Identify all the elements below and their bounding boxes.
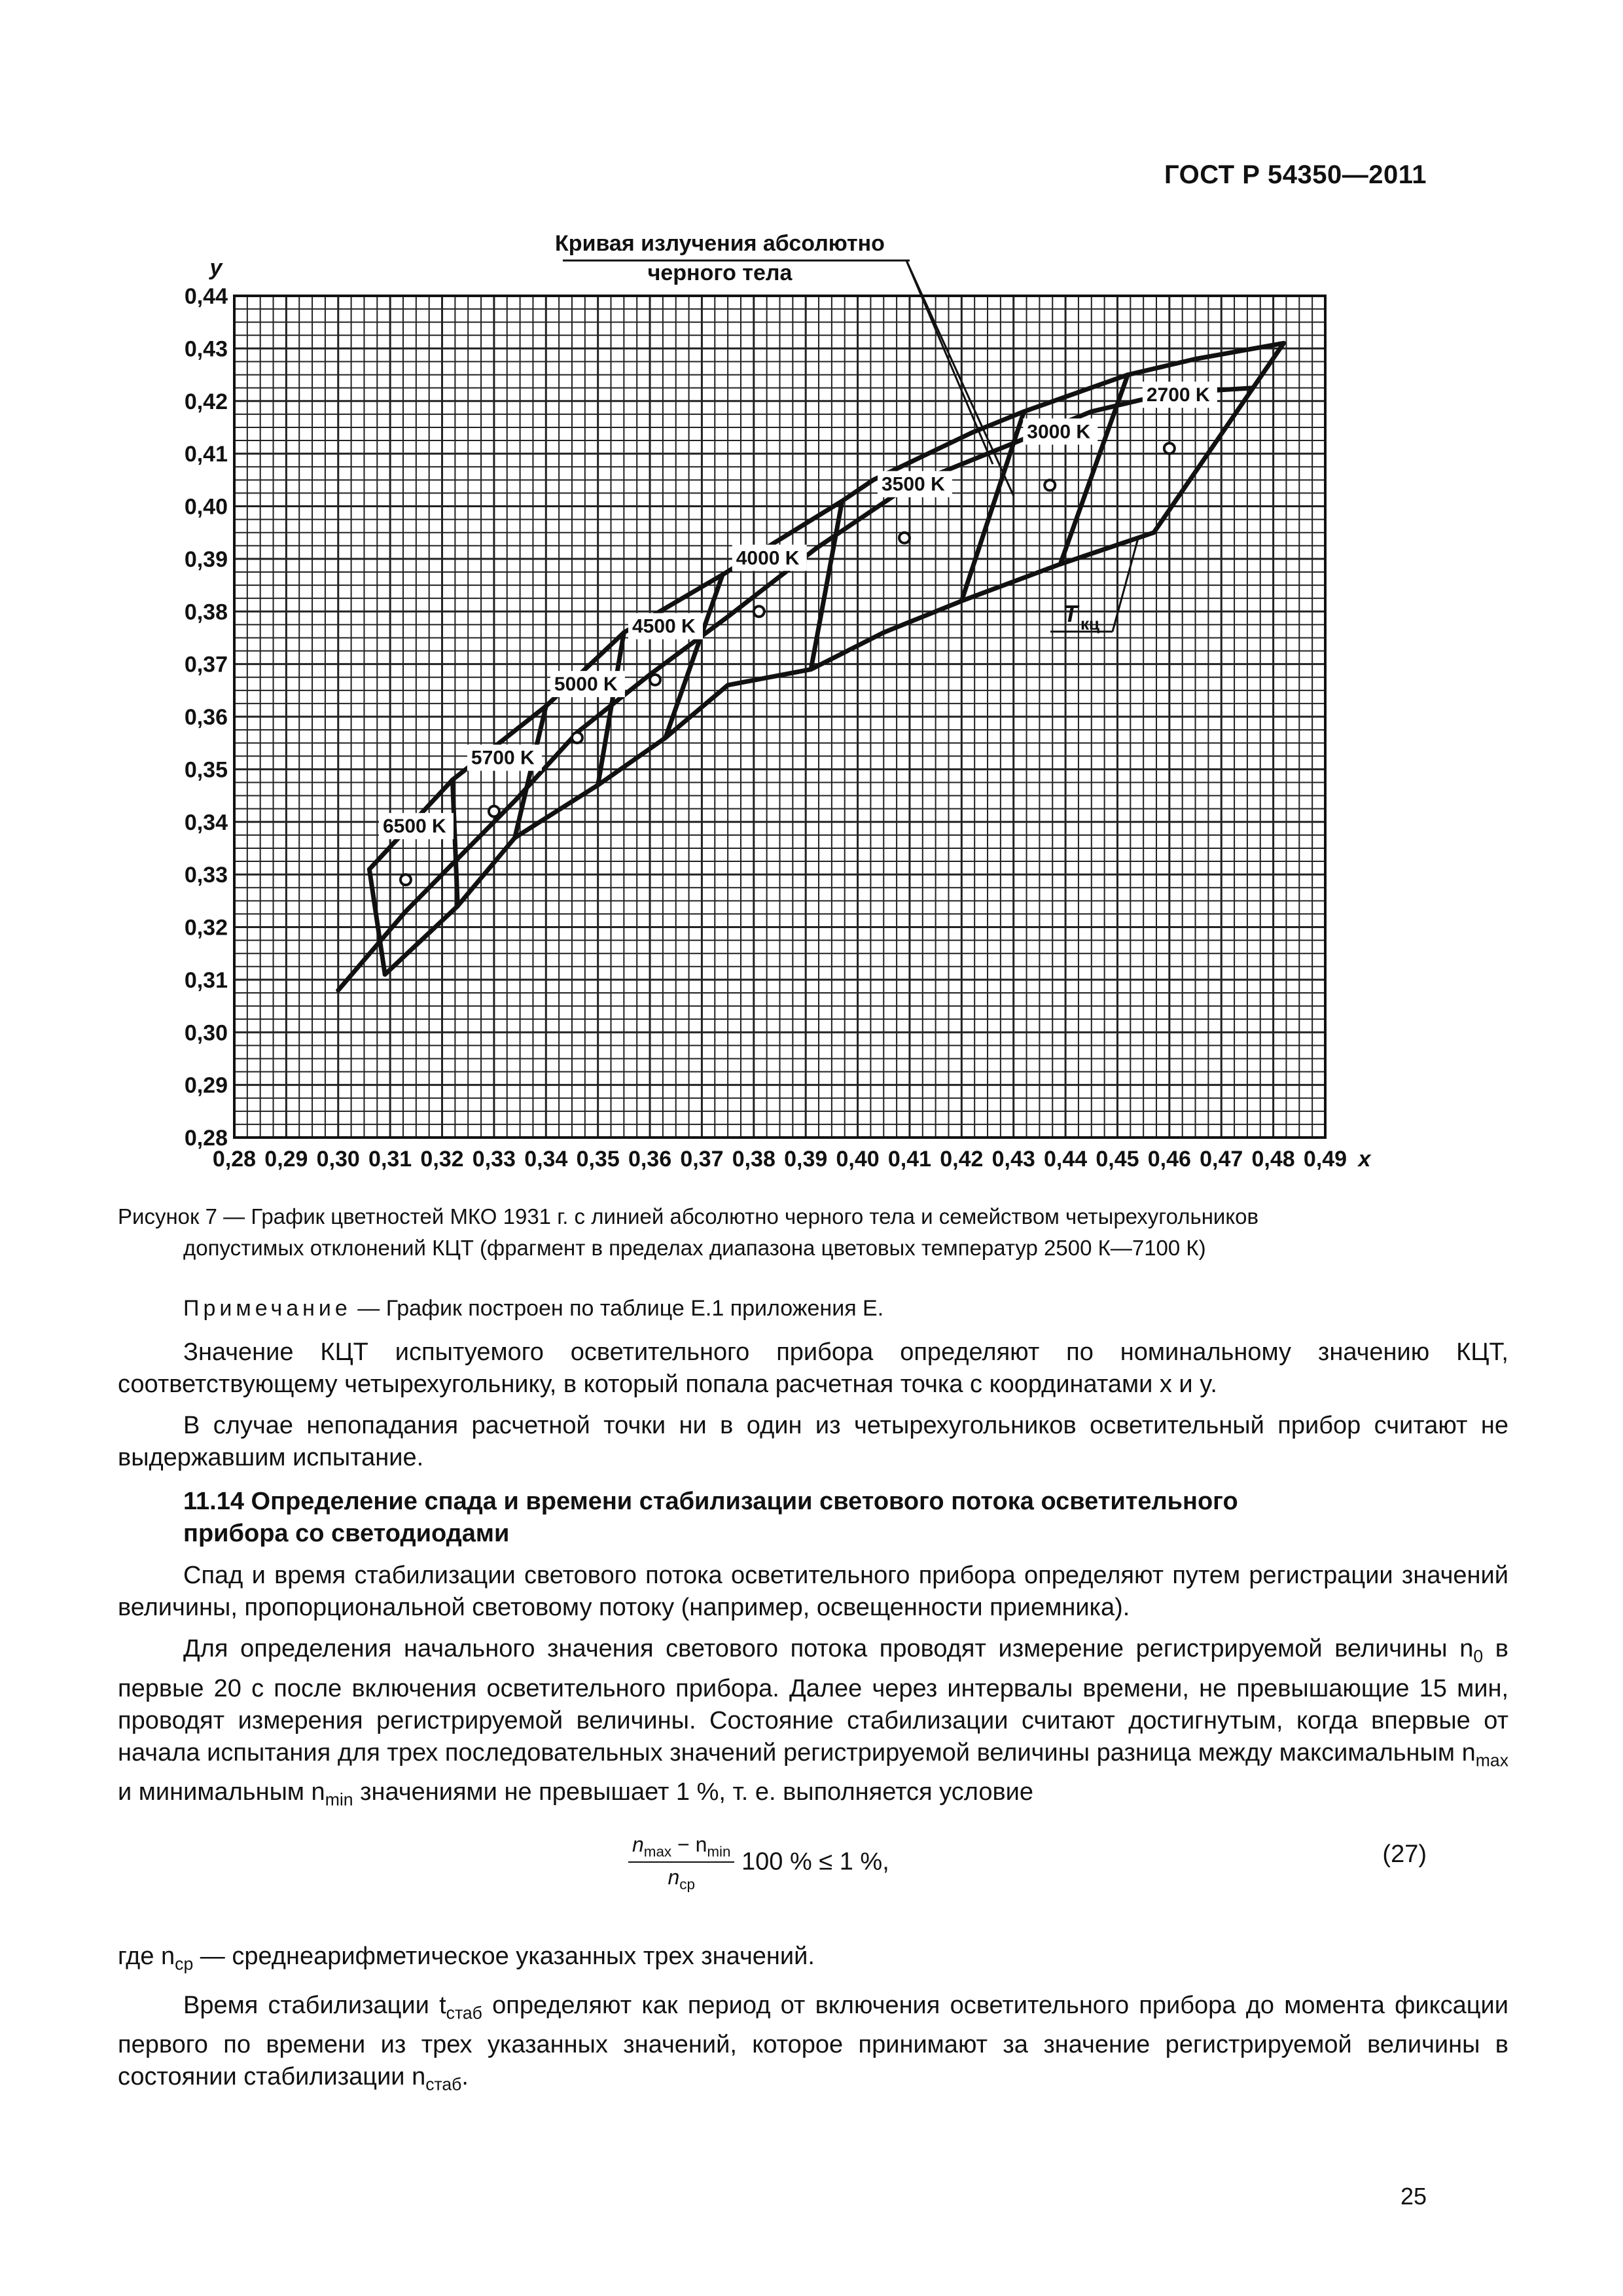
x-tick-label: 0,35 bbox=[576, 1147, 620, 1172]
cct-point-marker bbox=[572, 732, 582, 743]
x-tick-label: 0,29 bbox=[264, 1147, 308, 1172]
y-tick-label: 0,34 bbox=[184, 810, 228, 835]
y-tick-label: 0,40 bbox=[184, 494, 228, 520]
x-tick-label: 0,28 bbox=[212, 1147, 257, 1172]
x-tick-label: 0,43 bbox=[991, 1147, 1035, 1172]
y-tick-label: 0,31 bbox=[184, 967, 228, 993]
y-tick-label: 0,39 bbox=[184, 547, 228, 572]
y-tick-label: 0,44 bbox=[184, 284, 228, 309]
cct-label: 6500 K bbox=[382, 816, 446, 838]
y-tick-label: 0,29 bbox=[184, 1073, 228, 1098]
chart-grid bbox=[234, 296, 1325, 1138]
cct-point-marker bbox=[1164, 443, 1175, 454]
cct-point-marker bbox=[489, 806, 499, 817]
quadrilateral-edge bbox=[1154, 343, 1283, 532]
figure-caption bbox=[118, 1201, 1459, 1264]
section-heading-line-2: прибора со светодиодами bbox=[183, 1520, 510, 1547]
y-tick-label: 0,32 bbox=[184, 915, 228, 941]
annotation-curve-line-1: Кривая излучения абсолютно bbox=[555, 231, 885, 256]
y-tick-label: 0,37 bbox=[184, 652, 228, 677]
cct-point-marker bbox=[754, 606, 764, 617]
body-text-3 bbox=[118, 1941, 1508, 2110]
chart-labels bbox=[185, 231, 1372, 1172]
note-label: Примечание bbox=[183, 1296, 351, 1321]
formula-fraction bbox=[628, 1833, 734, 1893]
document-code-header: ГОСТ Р 54350—2011 bbox=[1164, 160, 1427, 189]
paragraph-stab-time: Время стабилизации $t_{стаб}$ определяют как период от включения осветительного прибора до момента фиксации первого по времени из трех указанных значений, которое принимают за значение регистрируемой величины в состоянии стабилизации $n_{стаб}$. bbox=[118, 1991, 1509, 2094]
cct-label: 3500 K bbox=[882, 473, 945, 495]
y-tick-label: 0,38 bbox=[184, 600, 228, 625]
paragraph-decline: Спад и время стабилизации светового потока осветительного прибора определяют путем регистрации значений величины, пропорциональной световому потоку (например, освещенности приемника). bbox=[118, 1562, 1508, 1621]
formula-denominator: $n_{ср}$ bbox=[668, 1865, 695, 1893]
x-tick-label: 0,46 bbox=[1147, 1147, 1191, 1172]
annotation-tkc: T bbox=[1063, 600, 1078, 627]
y-tick-label: 0,41 bbox=[184, 442, 228, 467]
cct-point-marker bbox=[1044, 480, 1055, 490]
x-tick-label: 0,47 bbox=[1200, 1147, 1243, 1172]
cct-point-marker bbox=[650, 675, 660, 685]
section-heading-11-14 bbox=[183, 1486, 1459, 1550]
paragraph-stabilization: Для определения начального значения светового потока проводят измерение регистрируемой величины $n_0$ в первые 20 с после включения осветительного прибора. Далее через интервалы времени, не превышающие 15 мин, проводят измерения регистрируемой величины. Состояние стабилизации считают достигнутым, когда впервые от начала испытания для трех последовательных значений регистрируемой величины разница между максимальным $n_{max}$ и минимальным $n_{min}$ значениями не превышает 1 %, т. е. выполняется условие bbox=[118, 1635, 1508, 1810]
y-axis-label: y bbox=[209, 255, 223, 280]
formula-27 bbox=[628, 1833, 889, 1893]
y-tick-label: 0,42 bbox=[184, 389, 228, 414]
cct-label: 3000 K bbox=[1027, 421, 1091, 443]
equation-number: (27) bbox=[1382, 1840, 1427, 1868]
cct-label: 4000 K bbox=[736, 547, 800, 569]
x-tick-label: 0,36 bbox=[628, 1147, 672, 1172]
cct-label: 2700 K bbox=[1146, 384, 1210, 406]
x-tick-label: 0,32 bbox=[420, 1147, 464, 1172]
x-tick-label: 0,37 bbox=[680, 1147, 724, 1172]
y-tick-label: 0,43 bbox=[184, 336, 228, 362]
cct-label: 4500 K bbox=[632, 615, 696, 637]
y-tick-label: 0,30 bbox=[184, 1020, 228, 1046]
paragraph-mean-definition: где $n_{ср}$ — среднеарифметическое указанных трех значений. bbox=[118, 1943, 815, 1974]
note-text: — График построен по таблице Е.1 приложения Е. bbox=[351, 1296, 884, 1321]
figure-caption-line-1: Рисунок 7 — График цветностей МКО 1931 г. с линией абсолютно черного тела и семейством четырехугольников bbox=[118, 1204, 1259, 1229]
section-heading-line-1: 11.14 Определение спада и времени стабилизации светового потока осветительного bbox=[183, 1488, 1238, 1515]
cct-label: 5000 K bbox=[554, 673, 618, 696]
paragraph-kct-value: Значение КЦТ испытуемого осветительного прибора определяют по номинальному значению КЦТ, соответствующему четырехугольнику, в который попала расчетная точка с координатами x и y. bbox=[118, 1338, 1508, 1398]
x-tick-label: 0,40 bbox=[836, 1147, 880, 1172]
x-tick-label: 0,41 bbox=[887, 1147, 932, 1172]
y-tick-label: 0,36 bbox=[184, 705, 228, 730]
formula-rest: 100 % ≤ 1 %, bbox=[734, 1848, 889, 1876]
paragraph-kct-fail: В случае непопадания расчетной точки ни в один из четырехугольников осветительный прибор считают не выдержавшим испытание. bbox=[118, 1412, 1508, 1471]
y-tick-label: 0,35 bbox=[184, 757, 228, 783]
cct-label: 5700 K bbox=[471, 747, 535, 769]
x-tick-label: 0,34 bbox=[524, 1147, 568, 1172]
formula-numerator: $n_{max} - n_{min}$ bbox=[628, 1833, 734, 1863]
annotation-tkc-subscript: кц bbox=[1080, 614, 1099, 634]
cct-point-marker bbox=[401, 874, 411, 885]
note bbox=[118, 1293, 1508, 1325]
body-text-1 bbox=[118, 1336, 1508, 1483]
x-tick-label: 0,44 bbox=[1044, 1147, 1088, 1172]
figure-caption-line-2: допустимых отклонений КЦТ (фрагмент в пределах диапазона цветовых температур 2500 К—7100 К) bbox=[183, 1236, 1206, 1260]
y-tick-label: 0,33 bbox=[184, 863, 228, 888]
x-tick-label: 0,30 bbox=[316, 1147, 360, 1172]
x-tick-label: 0,42 bbox=[940, 1147, 984, 1172]
planckian-locus-line bbox=[338, 388, 1253, 990]
x-axis-label: x bbox=[1358, 1147, 1371, 1172]
x-tick-label: 0,48 bbox=[1251, 1147, 1295, 1172]
x-tick-label: 0,33 bbox=[472, 1147, 516, 1172]
cct-point-marker bbox=[899, 533, 910, 543]
x-tick-label: 0,39 bbox=[784, 1147, 828, 1172]
annotation-curve-line-2: черного тела bbox=[647, 260, 793, 285]
x-tick-label: 0,45 bbox=[1096, 1147, 1139, 1172]
page-number: 25 bbox=[1400, 2183, 1427, 2210]
body-text-2 bbox=[118, 1560, 1508, 1825]
x-tick-label: 0,49 bbox=[1303, 1147, 1347, 1172]
y-tick-label: 0,28 bbox=[184, 1126, 228, 1151]
x-tick-label: 0,38 bbox=[732, 1147, 776, 1172]
x-tick-label: 0,31 bbox=[368, 1147, 412, 1172]
